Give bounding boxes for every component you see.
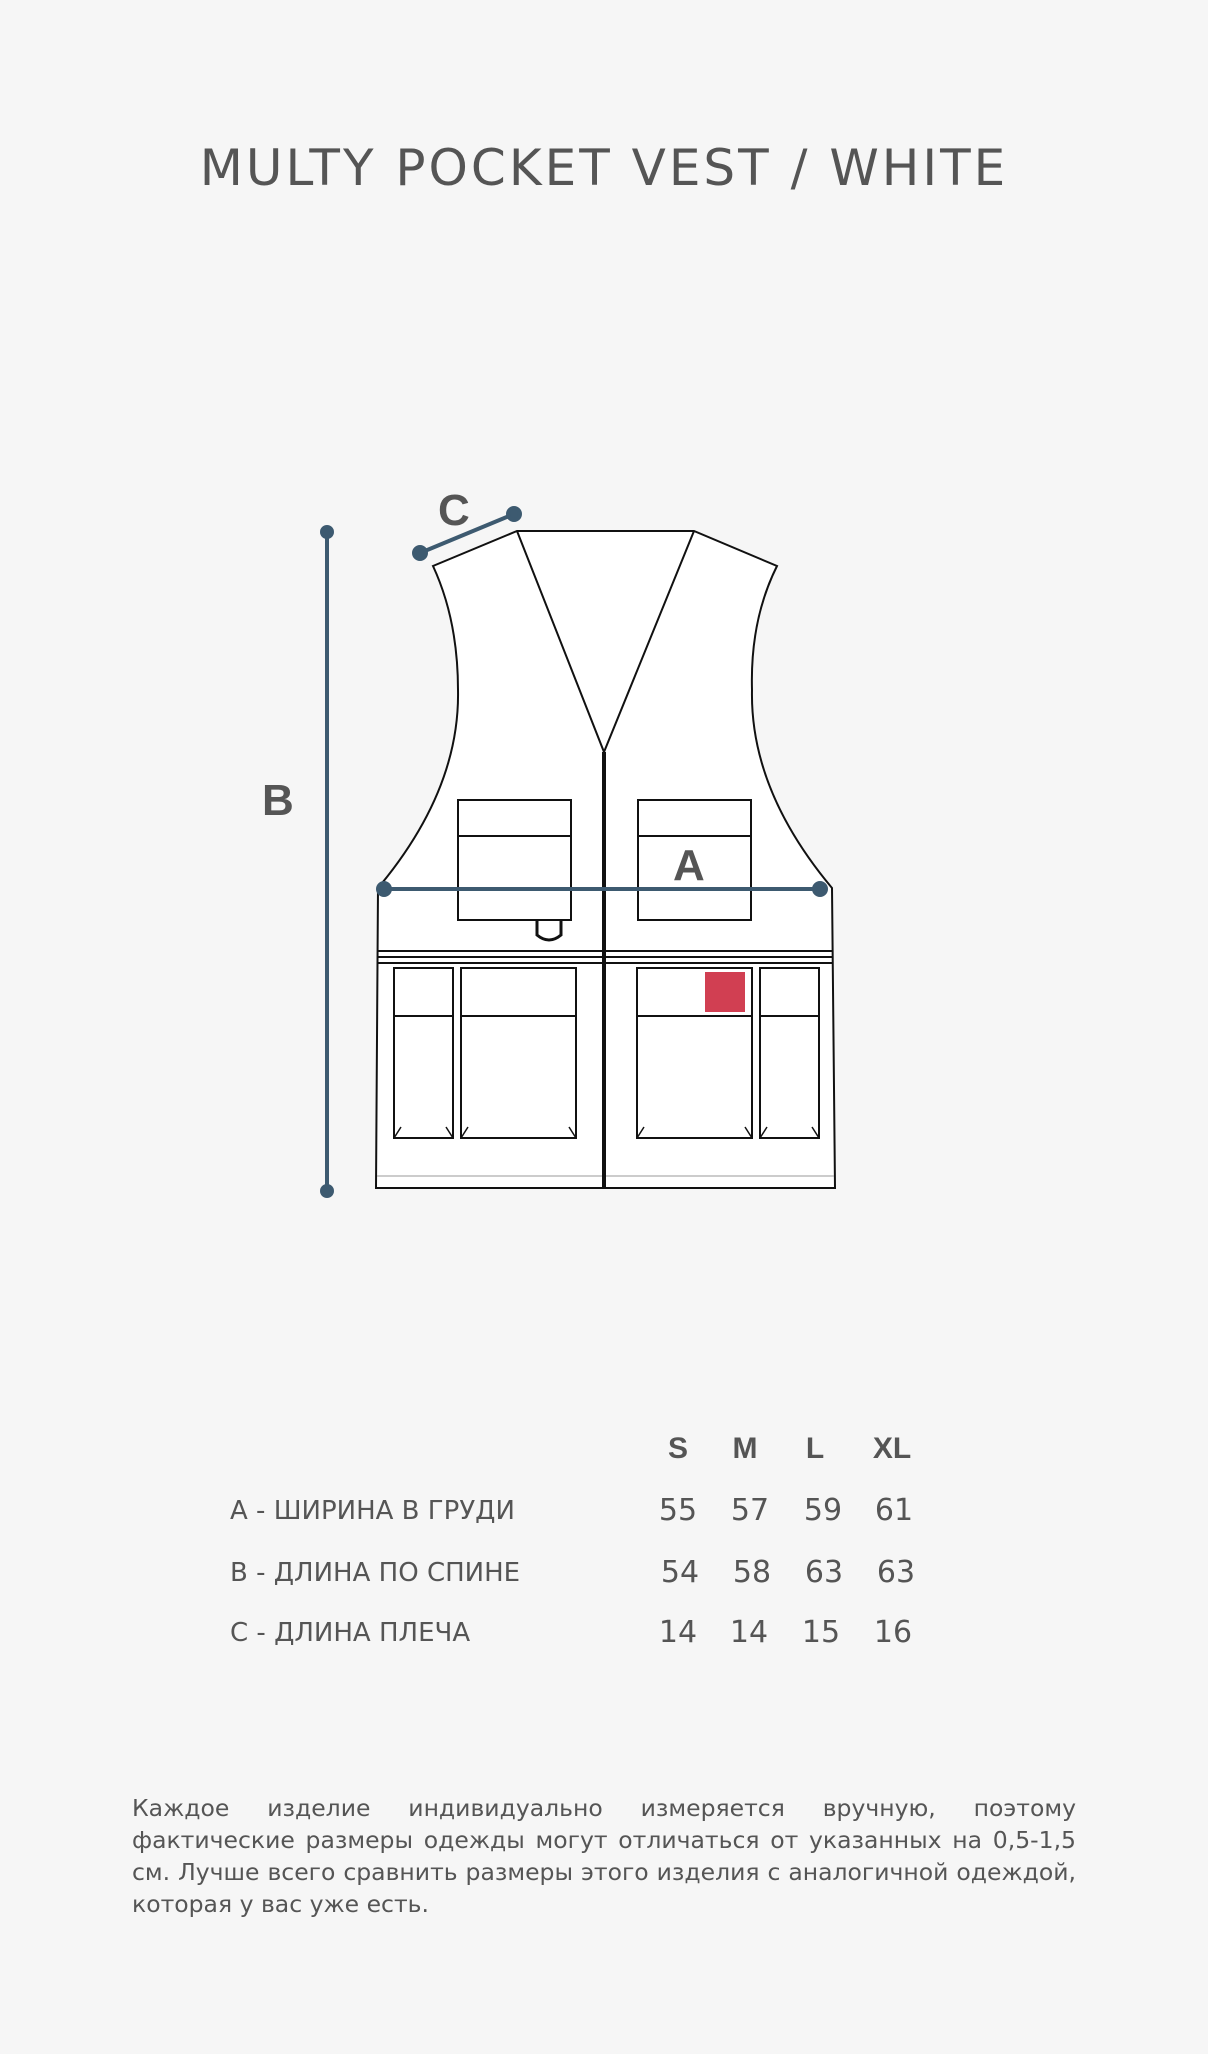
- cell-c-xl: 16: [873, 1615, 913, 1650]
- label-c: C: [438, 486, 470, 535]
- cell-b-s: 54: [660, 1555, 700, 1590]
- cell-a-m: 57: [730, 1493, 770, 1528]
- cell-a-l: 59: [803, 1493, 843, 1528]
- cell-b-l: 63: [804, 1555, 844, 1590]
- page-title: MULTY POCKET VEST / WHITE: [199, 139, 1009, 197]
- measure-b: [322, 527, 332, 1196]
- red-patch: [705, 972, 745, 1012]
- size-header-xl: XL: [872, 1432, 912, 1465]
- vest-outline: [376, 531, 835, 1188]
- size-header-s: S: [667, 1432, 688, 1465]
- size-header-l: L: [805, 1432, 825, 1465]
- row-label-a: A - ШИРИНА В ГРУДИ: [230, 1496, 515, 1526]
- cell-a-s: 55: [658, 1493, 698, 1528]
- label-a: A: [673, 841, 705, 890]
- cell-c-s: 14: [658, 1615, 698, 1650]
- cell-b-m: 58: [732, 1555, 772, 1590]
- size-header-m: M: [732, 1432, 758, 1465]
- label-b: B: [262, 776, 294, 825]
- cell-b-xl: 63: [876, 1555, 916, 1590]
- cell-c-m: 14: [729, 1615, 769, 1650]
- measurement-note: Каждое изделие индивидуально измеряется вручную, поэтому фактические размеры одежды могут отличаться от указанных на 0,5-1,5 см. Лучше всего сравнить размеры этого изделия с аналогичной одеждой, которая у вас уже есть.: [132, 1794, 1076, 1918]
- cell-a-xl: 61: [874, 1493, 914, 1528]
- row-label-c: C - ДЛИНА ПЛЕЧА: [230, 1618, 471, 1648]
- cell-c-l: 15: [801, 1615, 841, 1650]
- row-label-b: B - ДЛИНА ПО СПИНЕ: [230, 1558, 521, 1588]
